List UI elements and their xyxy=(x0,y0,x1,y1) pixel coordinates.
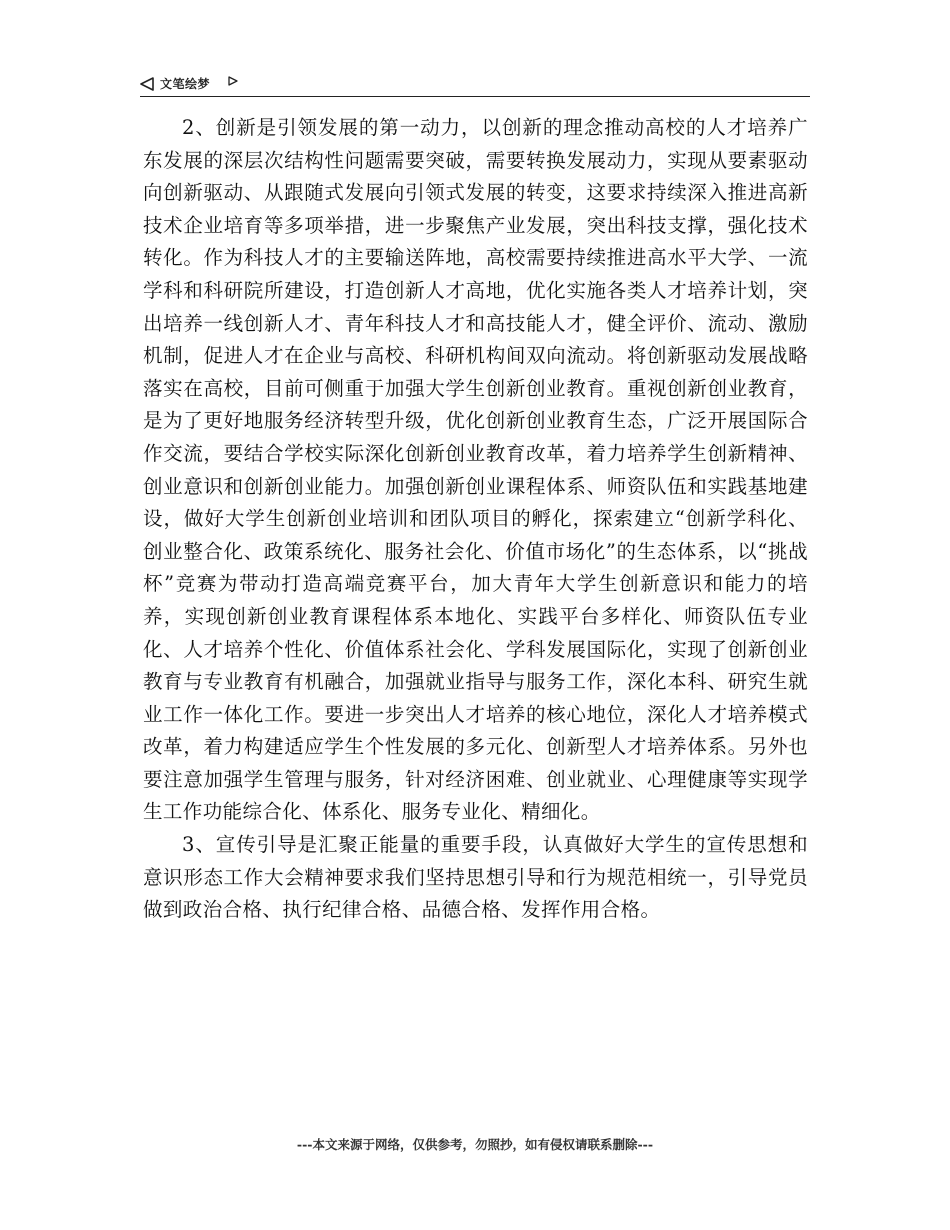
page-header xyxy=(140,72,810,97)
triangle-right-icon xyxy=(228,76,238,86)
triangle-left-icon xyxy=(140,77,154,91)
paragraph-2: 2、创新是引领发展的第一动力，以创新的理念推动高校的人才培养广东发展的深层次结构性问题需要突破，需要转换发展动力，实现从要素驱动向创新驱动、从跟随式发展向引领式发展的转变，这要求持续深入推进高新技术企业培育等多项举措，进一步聚焦产业发展，突出科技支撑，强化技术转化。作为科技人才的主要输送阵地，高校需要持续推进高水平大学、一流学科和科研院所建设，打造创新人才高地，优化实施各类人才培养计划，突出培养一线创新人才、青年科技人才和高技能人才，健全评价、流动、激励机制，促进人才在企业与高校、科研机构间双向流动。将创新驱动发展战略落实在高校，目前可侧重于加强大学生创新创业教育。重视创新创业教育，是为了更好地服务经济转型升级，优化创新创业教育生态，广泛开展国际合作交流，要结合学校实际深化创新创业教育改革，着力培养学生创新精神、创业意识和创新创业能力。加强创新创业课程体系、师资队伍和实践基地建设，做好大学生创新创业培训和团队项目的孵化，探索建立“创新学科化、创业整合化、政策系统化、服务社会化、价值市场化”的生态体系，以“挑战杯”竞赛为带动打造高端竞赛平台，加大青年大学生创新意识和能力的培养，实现创新创业教育课程体系本地化、实践平台多样化、师资队伍专业化、人才培养个性化、价值体系社会化、学科发展国际化，实现了创新创业教育与专业教育有机融合，加强就业指导与服务工作，深化本科、研究生就业工作一体化工作。要进一步突出人才培养的核心地位，深化人才培养模式改革，着力构建适应学生个性发展的多元化、创新型人才培养体系。另外也要注意加强学生管理与服务，针对经济困难、创业就业、心理健康等实现学生工作功能综合化、体系化、服务专业化、精细化。 xyxy=(143,116,808,824)
paragraph-3: 3、宣传引导是汇聚正能量的重要手段，认真做好大学生的宣传思想和意识形态工作大会精神要求我们坚持思想引导和行为规范相统一，引导党员做到政治合格、执行纪律合格、品德合格、发挥作用合格。 xyxy=(143,833,808,922)
document-body xyxy=(143,112,808,927)
footer-notice: ---本文来源于网络，仅供参考，勿照抄，如有侵权请联系删除--- xyxy=(296,1137,654,1152)
header-brand: 文笔绘梦 xyxy=(160,77,211,91)
